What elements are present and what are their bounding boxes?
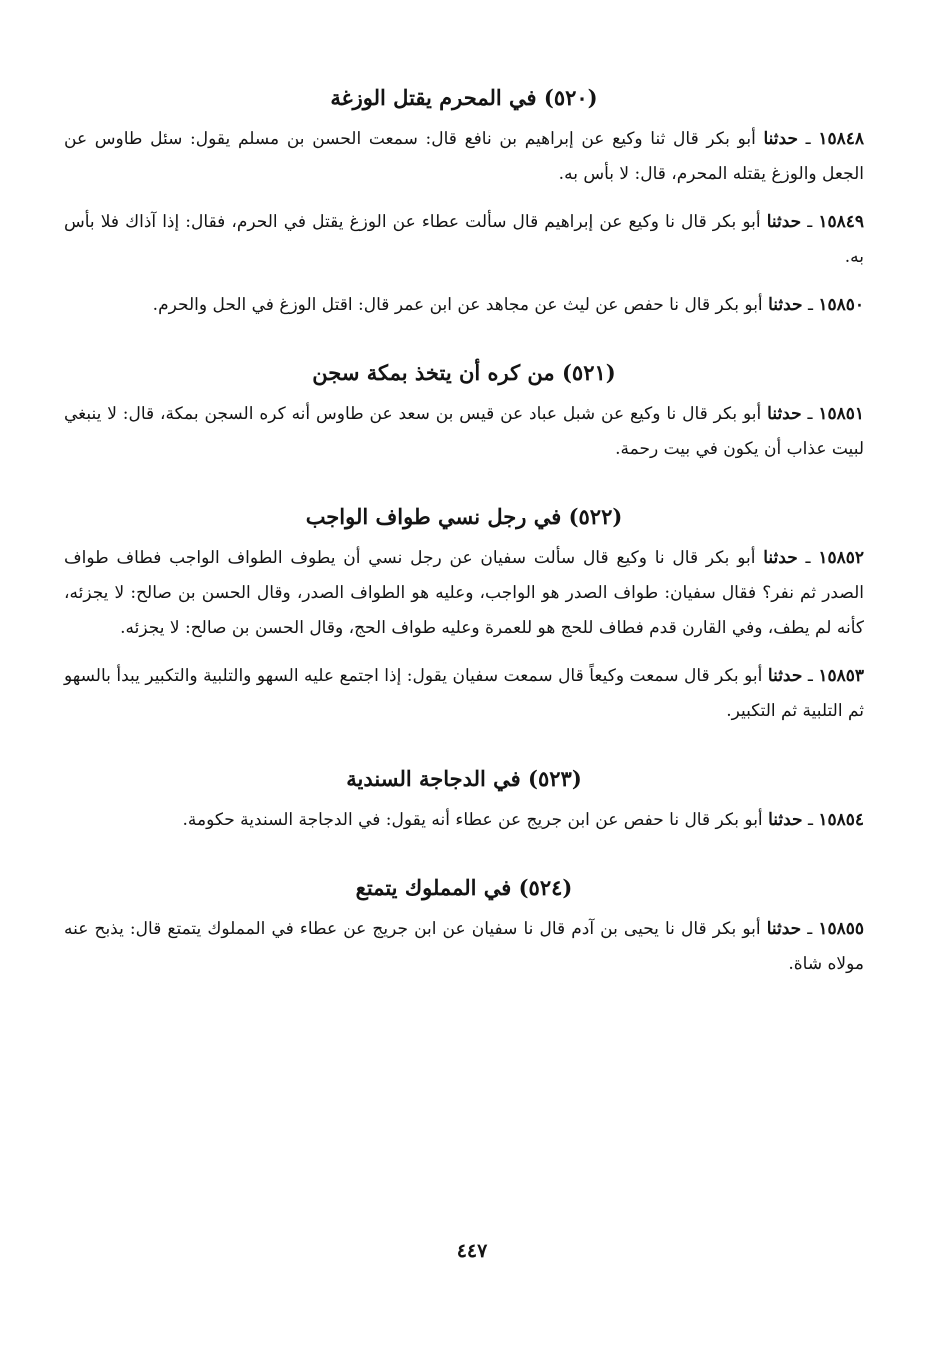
- hadith-number: ١٥٨٥٢: [818, 548, 864, 568]
- hadith-15854: [64, 803, 864, 838]
- dash: ـ: [802, 810, 813, 830]
- chapter-520: [64, 78, 864, 323]
- hadith-text: أبو بكر قال نا وكيع عن شبل عباد عن قيس بن سعد عن طاوس أنه كره السجن بمكة، قال: لا ينبغي لبيت عذاب أن يكون في بيت رحمة.: [64, 404, 864, 459]
- chapter-heading: (٥٢٠) في المحرم يقتل الوزغة: [330, 85, 598, 110]
- dash: ـ: [802, 666, 813, 686]
- hadith-number: ١٥٨٥٤: [818, 810, 864, 830]
- hadith-number: ١٥٨٤٩: [818, 212, 865, 232]
- chapter-524: [64, 868, 864, 982]
- hadith-intro: حدثنا: [766, 919, 802, 939]
- hadith-15852: [64, 541, 864, 646]
- chapter-heading: (٥٢١) من كره أن يتخذ بمكة سجن: [312, 360, 616, 385]
- hadith-intro: حدثنا: [767, 404, 802, 424]
- hadith-number: ١٥٨٥٥: [818, 919, 865, 939]
- hadith-intro: حدثنا: [767, 666, 803, 686]
- dash: ـ: [797, 129, 811, 149]
- dash: ـ: [802, 295, 813, 315]
- chapter-heading: (٥٢٣) في الدجاجة السندية: [346, 766, 582, 791]
- hadith-number: ١٥٨٥٠: [818, 295, 864, 315]
- hadith-number: ١٥٨٥١: [818, 404, 865, 424]
- page-content: [64, 78, 864, 982]
- page-number: ٤٤٧: [456, 1240, 488, 1262]
- hadith-text: أبو بكر قال نا حفص عن ليث عن مجاهد عن ابن عمر قال: اقتل الوزغ في الحل والحرم.: [152, 295, 763, 315]
- chapter-522: [64, 497, 864, 729]
- chapter-521: [64, 353, 864, 467]
- chapter-heading: (٥٢٤) في المملوك يتمتع: [355, 875, 573, 900]
- hadith-text: أبو بكر قال نا وكيع عن إبراهيم قال سألت عطاء عن الوزغ يقتل في الحرم، فقال: إذا آذاك فلا بأس به.: [64, 212, 864, 267]
- chapter-heading: (٥٢٢) في رجل نسي طواف الواجب: [305, 504, 623, 529]
- hadith-15848: [64, 122, 864, 192]
- hadith-intro: حدثنا: [768, 810, 803, 830]
- hadith-text: أبو بكر قال نا حفص عن ابن جريج عن عطاء أنه يقول: في الدجاجة السندية حكومة.: [182, 810, 763, 830]
- hadith-15853: [64, 659, 864, 729]
- hadith-text: أبو بكر قال ثنا وكيع عن إبراهيم بن نافع قال: سمعت الحسن بن مسلم يقول: سئل طاوس عن الجعل والوزغ يقتله المحرم، قال: لا بأس به.: [64, 129, 864, 184]
- hadith-text: أبو بكر قال سمعت وكيعاً قال سمعت سفيان يقول: إذا اجتمع عليه السهو والتلبية والتكبير يبدأ بالسهو ثم التلبية ثم التكبير.: [64, 666, 864, 721]
- hadith-number: ١٥٨٥٣: [818, 666, 865, 686]
- hadith-15851: [64, 397, 864, 467]
- hadith-intro: حدثنا: [763, 548, 798, 568]
- chapter-523: [64, 759, 864, 838]
- hadith-text: أبو بكر قال نا وكيع قال سألت سفيان عن رجل نسي أن يطوف الطواف الواجب فطاف طواف الصدر ثم نفر؟ فقال سفيان: طواف الصدر هو الواجب، وعليه هو الطواف الصدر، وقال الحسن بن صالح: لا يجزئه، كأنه لم يطف، وفي القارن قدم فطاف للحج هو للعمرة وعليه طواف الحج، وقال الحسن بن صالح: لا يجزئه.: [64, 548, 864, 638]
- hadith-intro: حدثنا: [768, 295, 803, 315]
- dash: ـ: [801, 404, 813, 424]
- hadith-intro: حدثنا: [763, 129, 798, 149]
- hadith-15850: [64, 288, 864, 323]
- hadith-intro: حدثنا: [766, 212, 802, 232]
- dash: ـ: [797, 548, 811, 568]
- hadith-number: ١٥٨٤٨: [818, 129, 864, 149]
- hadith-15855: [64, 912, 864, 982]
- hadith-15849: [64, 205, 864, 275]
- dash: ـ: [801, 919, 813, 939]
- dash: ـ: [801, 212, 813, 232]
- hadith-text: أبو بكر قال نا يحيى بن آدم قال نا سفيان عن ابن جريج عن عطاء في المملوك يتمتع قال: يذبح عنه مولاه شاة.: [64, 919, 864, 974]
